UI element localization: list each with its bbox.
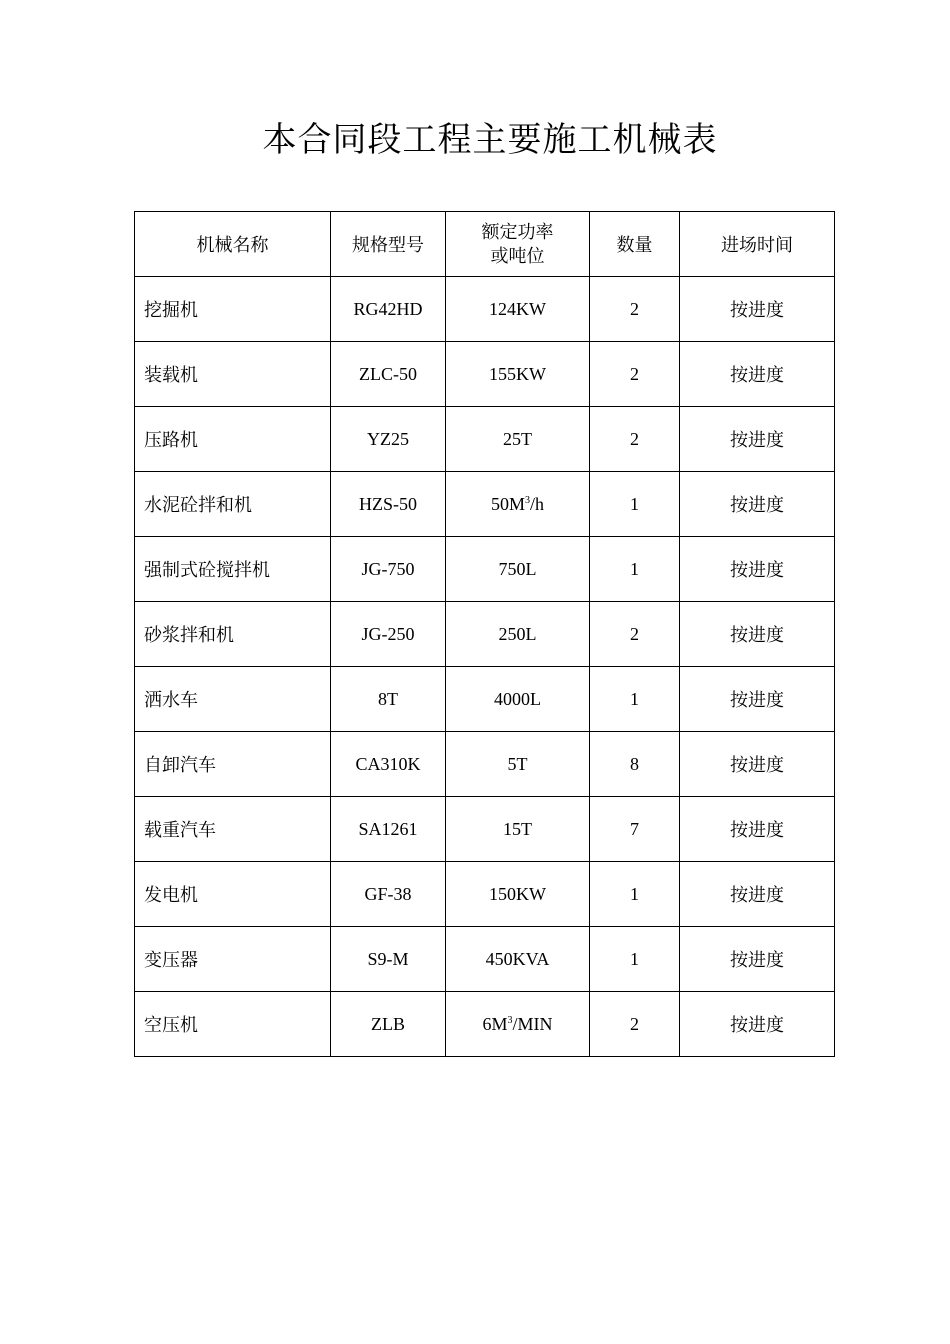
machine-name-cell: 水泥砼拌和机 <box>135 472 331 537</box>
entry-time-cell: 按进度 <box>680 277 835 342</box>
quantity-cell: 2 <box>590 992 680 1057</box>
table-row <box>135 407 835 472</box>
quantity-cell: 1 <box>590 927 680 992</box>
model-cell: JG-250 <box>331 602 446 667</box>
quantity-cell: 7 <box>590 797 680 862</box>
table-row <box>135 342 835 407</box>
rated-power-base: 50M <box>490 493 525 514</box>
header-rated-power <box>446 212 590 277</box>
entry-time-cell: 按进度 <box>680 667 835 732</box>
quantity-cell: 1 <box>590 537 680 602</box>
model-cell: GF-38 <box>331 862 446 927</box>
rated-power-cell: 124KW <box>446 277 590 342</box>
model-cell: HZS-50 <box>331 472 446 537</box>
model-cell: SA1261 <box>331 797 446 862</box>
rated-power-suffix: /h <box>530 493 545 514</box>
quantity-cell: 1 <box>590 862 680 927</box>
model-cell: JG-750 <box>331 537 446 602</box>
entry-time-cell: 按进度 <box>680 732 835 797</box>
rated-power-cell <box>446 472 590 537</box>
machine-name-cell: 装载机 <box>135 342 331 407</box>
model-cell: S9-M <box>331 927 446 992</box>
model-cell: CA310K <box>331 732 446 797</box>
rated-power-cell: 750L <box>446 537 590 602</box>
model-cell: ZLC-50 <box>331 342 446 407</box>
rated-power-cell: 150KW <box>446 862 590 927</box>
machine-name-cell: 洒水车 <box>135 667 331 732</box>
rated-power-base: 6M <box>482 1013 508 1034</box>
machine-name-cell: 砂浆拌和机 <box>135 602 331 667</box>
table-row <box>135 797 835 862</box>
entry-time-cell: 按进度 <box>680 537 835 602</box>
entry-time-cell: 按进度 <box>680 927 835 992</box>
rated-power-cell: 4000L <box>446 667 590 732</box>
table-row <box>135 667 835 732</box>
table-row <box>135 537 835 602</box>
machine-name-cell: 强制式砼搅拌机 <box>135 537 331 602</box>
table-row <box>135 732 835 797</box>
table-row <box>135 277 835 342</box>
machine-name-cell: 发电机 <box>135 862 331 927</box>
table-row <box>135 992 835 1057</box>
quantity-cell: 1 <box>590 667 680 732</box>
table-header-row <box>135 212 835 277</box>
quantity-cell: 1 <box>590 472 680 537</box>
page-title: 本合同段工程主要施工机械表 <box>262 122 718 159</box>
model-cell: RG42HD <box>331 277 446 342</box>
machine-name-cell: 载重汽车 <box>135 797 331 862</box>
rated-power-cell: 155KW <box>446 342 590 407</box>
rated-power-cell: 250L <box>446 602 590 667</box>
quantity-cell: 2 <box>590 602 680 667</box>
rated-power-superscript: 3 <box>525 494 530 506</box>
entry-time-cell: 按进度 <box>680 862 835 927</box>
model-cell: YZ25 <box>331 407 446 472</box>
quantity-cell: 8 <box>590 732 680 797</box>
model-cell: ZLB <box>331 992 446 1057</box>
header-model: 规格型号 <box>331 212 446 277</box>
entry-time-cell: 按进度 <box>680 797 835 862</box>
rated-power-cell <box>446 992 590 1057</box>
model-cell: 8T <box>331 667 446 732</box>
machine-name-cell: 变压器 <box>135 927 331 992</box>
entry-time-cell: 按进度 <box>680 992 835 1057</box>
equipment-table <box>134 211 835 1057</box>
table-row <box>135 472 835 537</box>
machine-name-cell: 挖掘机 <box>135 277 331 342</box>
machine-name-cell: 空压机 <box>135 992 331 1057</box>
rated-power-cell: 15T <box>446 797 590 862</box>
quantity-cell: 2 <box>590 407 680 472</box>
header-entry-time: 进场时间 <box>680 212 835 277</box>
rated-power-cell: 5T <box>446 732 590 797</box>
table-row <box>135 862 835 927</box>
rated-power-superscript: 3 <box>507 1014 513 1026</box>
table-row <box>135 602 835 667</box>
quantity-cell: 2 <box>590 277 680 342</box>
header-rated-power-line2: 或吨位 <box>490 246 545 266</box>
quantity-cell: 2 <box>590 342 680 407</box>
rated-power-suffix: /MIN <box>512 1013 553 1034</box>
machine-name-cell: 自卸汽车 <box>135 732 331 797</box>
rated-power-cell: 25T <box>446 407 590 472</box>
rated-power-cell: 450KVA <box>446 927 590 992</box>
table-row <box>135 927 835 992</box>
header-quantity: 数量 <box>590 212 680 277</box>
entry-time-cell: 按进度 <box>680 342 835 407</box>
header-machine-name: 机械名称 <box>135 212 331 277</box>
header-rated-power-line1: 额定功率 <box>481 222 554 242</box>
entry-time-cell: 按进度 <box>680 407 835 472</box>
entry-time-cell: 按进度 <box>680 472 835 537</box>
entry-time-cell: 按进度 <box>680 602 835 667</box>
machine-name-cell: 压路机 <box>135 407 331 472</box>
